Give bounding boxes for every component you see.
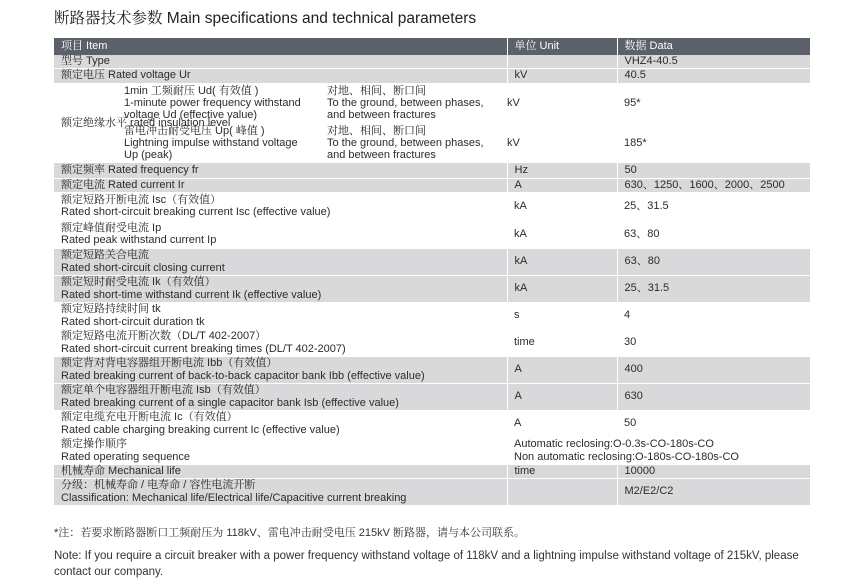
spec-table: [54, 38, 810, 506]
sub2-desc-cn: 雷电冲击耐受电压 Up( 峰值 ): [124, 124, 265, 137]
row-unit: kV: [507, 97, 520, 110]
row-unit: A: [507, 178, 617, 192]
insulation-sub1-cond: [320, 83, 507, 123]
row-label: [54, 220, 507, 248]
row-label-cn: 额定短路关合电流: [61, 249, 149, 262]
row-label: [54, 275, 507, 302]
row-label-cn: 额定电缆充电开断电流 Ic（有效值）: [61, 411, 238, 424]
row-label-en: Rated breaking current of back-to-back capacitor bank Ibb (effective value): [61, 369, 425, 382]
row-label: [54, 302, 507, 329]
row-label-en: Rated short-circuit duration tk: [61, 315, 205, 328]
row-unit: A: [507, 383, 617, 410]
table-row: [54, 356, 810, 383]
table-row: [54, 302, 810, 329]
sequence-auto: Automatic reclosing:O-0.3s-CO-180s-CO: [514, 438, 714, 451]
table-row: [54, 437, 810, 464]
table-row: [54, 192, 810, 220]
row-data: 63、80: [617, 220, 810, 248]
table-row: [54, 248, 810, 275]
row-data: 10000: [617, 464, 810, 478]
row-data: 50: [617, 163, 810, 178]
row-unit: kV: [507, 136, 520, 149]
row-label: [54, 478, 507, 505]
row-unit: [507, 478, 617, 505]
sub2-cond-en2: and between fractures: [327, 149, 436, 162]
table-row: [54, 478, 810, 505]
row-data: VHZ4-40.5: [617, 55, 810, 68]
row-label: 额定频率 Rated frequency fr: [54, 163, 507, 178]
sub1-cond-en1: To the ground, between phases,: [327, 97, 484, 110]
row-data: 25、31.5: [617, 275, 810, 302]
note-chinese: *注：若要求断路器断口工频耐压为 118kV、雷电冲击耐受电压 215kV 断路器，请与本公司联系。: [54, 527, 526, 539]
table-row: [54, 123, 810, 163]
row-data: 40.5: [617, 68, 810, 83]
insulation-sub1-desc: [117, 83, 320, 123]
sub2-desc-en1: Lightning impulse withstand voltage: [124, 136, 298, 149]
page-title: 断路器技术参数 Main specifications and technical parameters: [54, 10, 477, 27]
row-label-en: Rated peak withstand current Ip: [61, 234, 217, 246]
insulation-label: 额定绝缘水平 rated insulation level: [61, 117, 231, 130]
row-label-cn: 额定峰值耐受电流 Ip: [61, 221, 162, 234]
row-label: [54, 383, 507, 410]
row-label-cn: 额定单个电容器组开断电流 Isb（有效值）: [61, 384, 266, 397]
table-row: [54, 83, 810, 123]
row-unit: A: [507, 410, 617, 437]
row-unit: time: [507, 329, 617, 356]
table-row: [54, 163, 810, 178]
row-unit: Hz: [507, 163, 617, 178]
sub1-desc-cn: 1min 工频耐压 Ud( 有效值 ): [124, 84, 259, 97]
table-row: [54, 464, 810, 478]
row-unit: kA: [507, 275, 617, 302]
table-row: [54, 275, 810, 302]
row-unit: kA: [507, 220, 617, 248]
row-label: 型号 Type: [54, 55, 507, 68]
row-data: 30: [617, 329, 810, 356]
row-label-en: Classification: Mechanical life/Electrical life/Capacitive current breaking: [61, 491, 407, 504]
row-label-en: Rated short-circuit current breaking times (DL/T 402-2007): [61, 342, 346, 355]
row-data: 63、80: [617, 248, 810, 275]
sub1-cond-cn: 对地、相间、断口间: [327, 84, 426, 97]
row-data: 400: [617, 356, 810, 383]
row-data: 4: [617, 302, 810, 329]
table-header-row: [54, 38, 810, 55]
row-label: [54, 329, 507, 356]
row-label-en: Rated cable charging breaking current Ic (effective value): [61, 423, 340, 436]
sequence-data: [507, 437, 810, 464]
row-data: M2/E2/C2: [617, 478, 810, 505]
row-data: 95*: [624, 97, 641, 110]
row-label: 额定电流 Rated current Ir: [54, 178, 507, 192]
row-label-en: Rated short-time withstand current Ik (effective value): [61, 288, 322, 301]
row-label-cn: 额定背对背电容器组开断电流 Ibb（有效值）: [61, 357, 278, 370]
table-row: [54, 410, 810, 437]
row-unit: time: [507, 464, 617, 478]
note-english: Note: If you require a circuit breaker with a power frequency withstand voltage of 118kV and a lightning impulse withstand voltage of 215kV, please contact our company.: [54, 550, 799, 578]
row-unit: kV: [507, 68, 617, 83]
row-unit: kA: [507, 248, 617, 275]
row-data: 185*: [624, 136, 647, 149]
row-label-cn: 分级：机械寿命 / 电寿命 / 容性电流开断: [61, 479, 256, 492]
row-label-en: Rated breaking current of a single capacitor bank Isb (effective value): [61, 396, 399, 409]
row-unit: A: [507, 356, 617, 383]
sequence-non-auto: Non automatic reclosing:O-180s-CO-180s-CO: [514, 450, 739, 463]
header-data: 数据 Data: [617, 38, 810, 55]
row-data: 630: [617, 383, 810, 410]
sub2-desc-en2: Up (peak): [124, 149, 173, 162]
sub1-cond-en2: and between fractures: [327, 109, 436, 122]
row-label-cn: 额定短路持续时间 tk: [61, 303, 161, 316]
row-label-cn: 额定短路开断电流 Isc（有效值）: [61, 193, 222, 206]
sub2-cond-cn: 对地、相间、断口间: [327, 124, 426, 137]
row-label-en: Rated operating sequence: [61, 450, 191, 463]
sub1-desc-en1: 1-minute power frequency withstand: [124, 97, 301, 110]
table-row: [54, 383, 810, 410]
header-unit: 单位 Unit: [507, 38, 617, 55]
row-label-en: Rated short-circuit closing current: [61, 261, 225, 274]
row-label: [54, 248, 507, 275]
table-row: [54, 55, 810, 68]
sub1-desc-en2: voltage Ud (effective value): [124, 109, 258, 122]
insulation-sub2-desc: [117, 123, 320, 163]
row-data: 50: [617, 410, 810, 437]
table-row: [54, 178, 810, 192]
row-label: [54, 410, 507, 437]
table-row: [54, 68, 810, 83]
row-data: 630、1250、1600、2000、2500: [617, 178, 810, 192]
row-label: 额定电压 Rated voltage Ur: [54, 68, 507, 83]
row-label: [54, 356, 507, 383]
row-label: [54, 437, 507, 464]
row-label-cn: 额定操作顺序: [61, 438, 127, 451]
sub2-cond-en1: To the ground, between phases,: [327, 136, 484, 149]
insulation-sub2-cond: [320, 123, 507, 163]
row-unit: kA: [507, 192, 617, 220]
header-item: 项目 Item: [54, 38, 507, 55]
row-label-en: Rated short-circuit breaking current Isc (effective value): [61, 206, 331, 218]
row-label: 机械寿命 Mechanical life: [54, 464, 507, 478]
row-label: [54, 192, 507, 220]
row-label-cn: 额定短路电流开断次数（DL/T 402-2007）: [61, 330, 267, 343]
table-row: [54, 220, 810, 248]
table-row: [54, 329, 810, 356]
row-unit: [507, 55, 617, 68]
row-unit: s: [507, 302, 617, 329]
row-label-cn: 额定短时耐受电流 Ik（有效值）: [61, 276, 216, 289]
row-data: 25、31.5: [617, 192, 810, 220]
